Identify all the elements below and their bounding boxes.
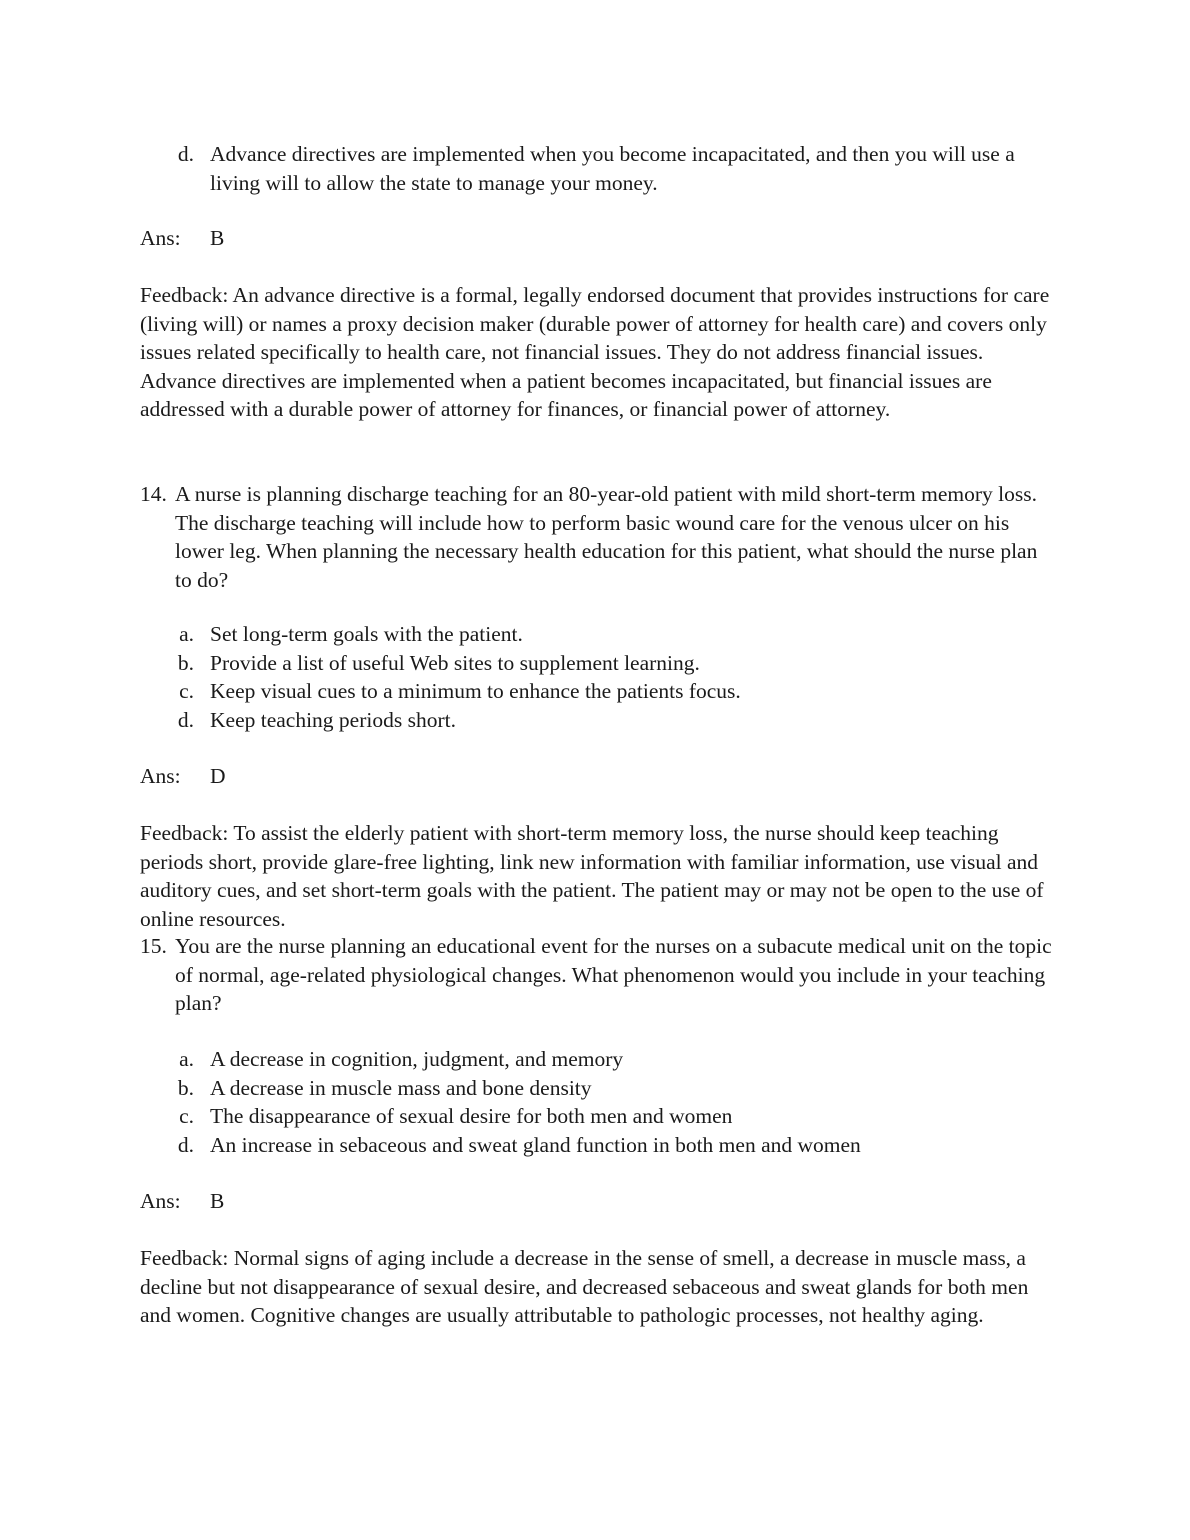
answer-label: Ans: <box>140 1189 181 1213</box>
q15-option-c <box>140 1102 1055 1131</box>
option-label: a. <box>179 1047 194 1071</box>
q15-answer <box>140 1187 1055 1216</box>
option-text: The disappearance of sexual desire for both men and women <box>210 1104 733 1128</box>
q13-options <box>140 140 1055 197</box>
q15-options <box>140 1045 1055 1159</box>
option-label: a. <box>179 622 194 646</box>
q15-option-a <box>140 1045 1055 1074</box>
question-number: 14. <box>140 482 167 506</box>
option-label: c. <box>179 1104 194 1128</box>
question-number: 15. <box>140 934 167 958</box>
option-text: Set long-term goals with the patient. <box>210 622 523 646</box>
q15-option-b <box>140 1074 1055 1103</box>
q14-question <box>140 480 1055 594</box>
option-text: Keep visual cues to a minimum to enhance the patients focus. <box>210 679 741 703</box>
option-text: A decrease in muscle mass and bone density <box>210 1075 592 1100</box>
q13-feedback: Feedback: An advance directive is a formal, legally endorsed document that provides instructions for care (living will) or names a proxy decision maker (durable power of attorney for health care) and covers only issues related specifically to health care, not financial issues. They do not address financial issues. Advance directives are implemented when a patient becomes incapacitated, but financial issues are addressed with a durable power of attorney for finances, or financial power of attorney. <box>140 283 1050 421</box>
q13-answer <box>140 224 1055 253</box>
answer-value: B <box>210 226 225 250</box>
option-text: A decrease in cognition, judgment, and memory <box>210 1047 624 1071</box>
q15-option-d <box>140 1131 1055 1160</box>
option-text: Keep teaching periods short. <box>210 707 456 732</box>
q14-option-d <box>140 706 1055 735</box>
option-text: Provide a list of useful Web sites to supplement learning. <box>210 650 700 675</box>
answer-label: Ans: <box>140 226 181 250</box>
option-label: d. <box>177 1132 194 1157</box>
question-text: A nurse is planning discharge teaching for an 80-year-old patient with mild short-term memory loss. The discharge teaching will include how to perform basic wound care for the venous ulcer on his lower leg. When planning the necessary health education for this patient, what should the nurse plan to do? <box>175 482 1038 592</box>
answer-value: B <box>210 1189 225 1213</box>
q15-feedback: Feedback: Normal signs of aging include a decrease in the sense of smell, a decrease in muscle mass, a decline but not disappearance of sexual desire, and decreased sebaceous and sweat glands for both men and women. Cognitive changes are usually attributable to pathologic processes, not healthy aging. <box>140 1246 1029 1327</box>
q14-answer <box>140 762 1055 791</box>
answer-value: D <box>210 764 226 788</box>
answer-label: Ans: <box>140 764 181 788</box>
q15-question <box>140 932 1055 1018</box>
option-label: b. <box>177 1075 194 1100</box>
q14-option-c <box>140 677 1055 706</box>
option-label: d. <box>177 142 194 166</box>
option-text: Advance directives are implemented when you become incapacitated, and then you will use a living will to allow the state to manage your money. <box>210 142 1015 195</box>
q14-feedback: Feedback: To assist the elderly patient with short-term memory loss, the nurse should keep teaching periods short, provide glare-free lighting, link new information with familiar information, use visual and auditory cues, and set short-term goals with the patient. The patient may or may not be open to the use of online resources. <box>140 821 1044 931</box>
option-label: b. <box>177 650 194 675</box>
q13-option-d <box>140 140 1055 197</box>
option-text: An increase in sebaceous and sweat gland function in both men and women <box>210 1132 861 1157</box>
q14-options <box>140 620 1055 734</box>
question-text: You are the nurse planning an educational event for the nurses on a subacute medical unit on the topic of normal, age-related physiological changes. What phenomenon would you include in your teaching plan? <box>175 934 1052 1015</box>
option-label: d. <box>177 707 194 732</box>
option-label: c. <box>179 679 194 703</box>
q14-option-a <box>140 620 1055 649</box>
q14-option-b <box>140 649 1055 678</box>
